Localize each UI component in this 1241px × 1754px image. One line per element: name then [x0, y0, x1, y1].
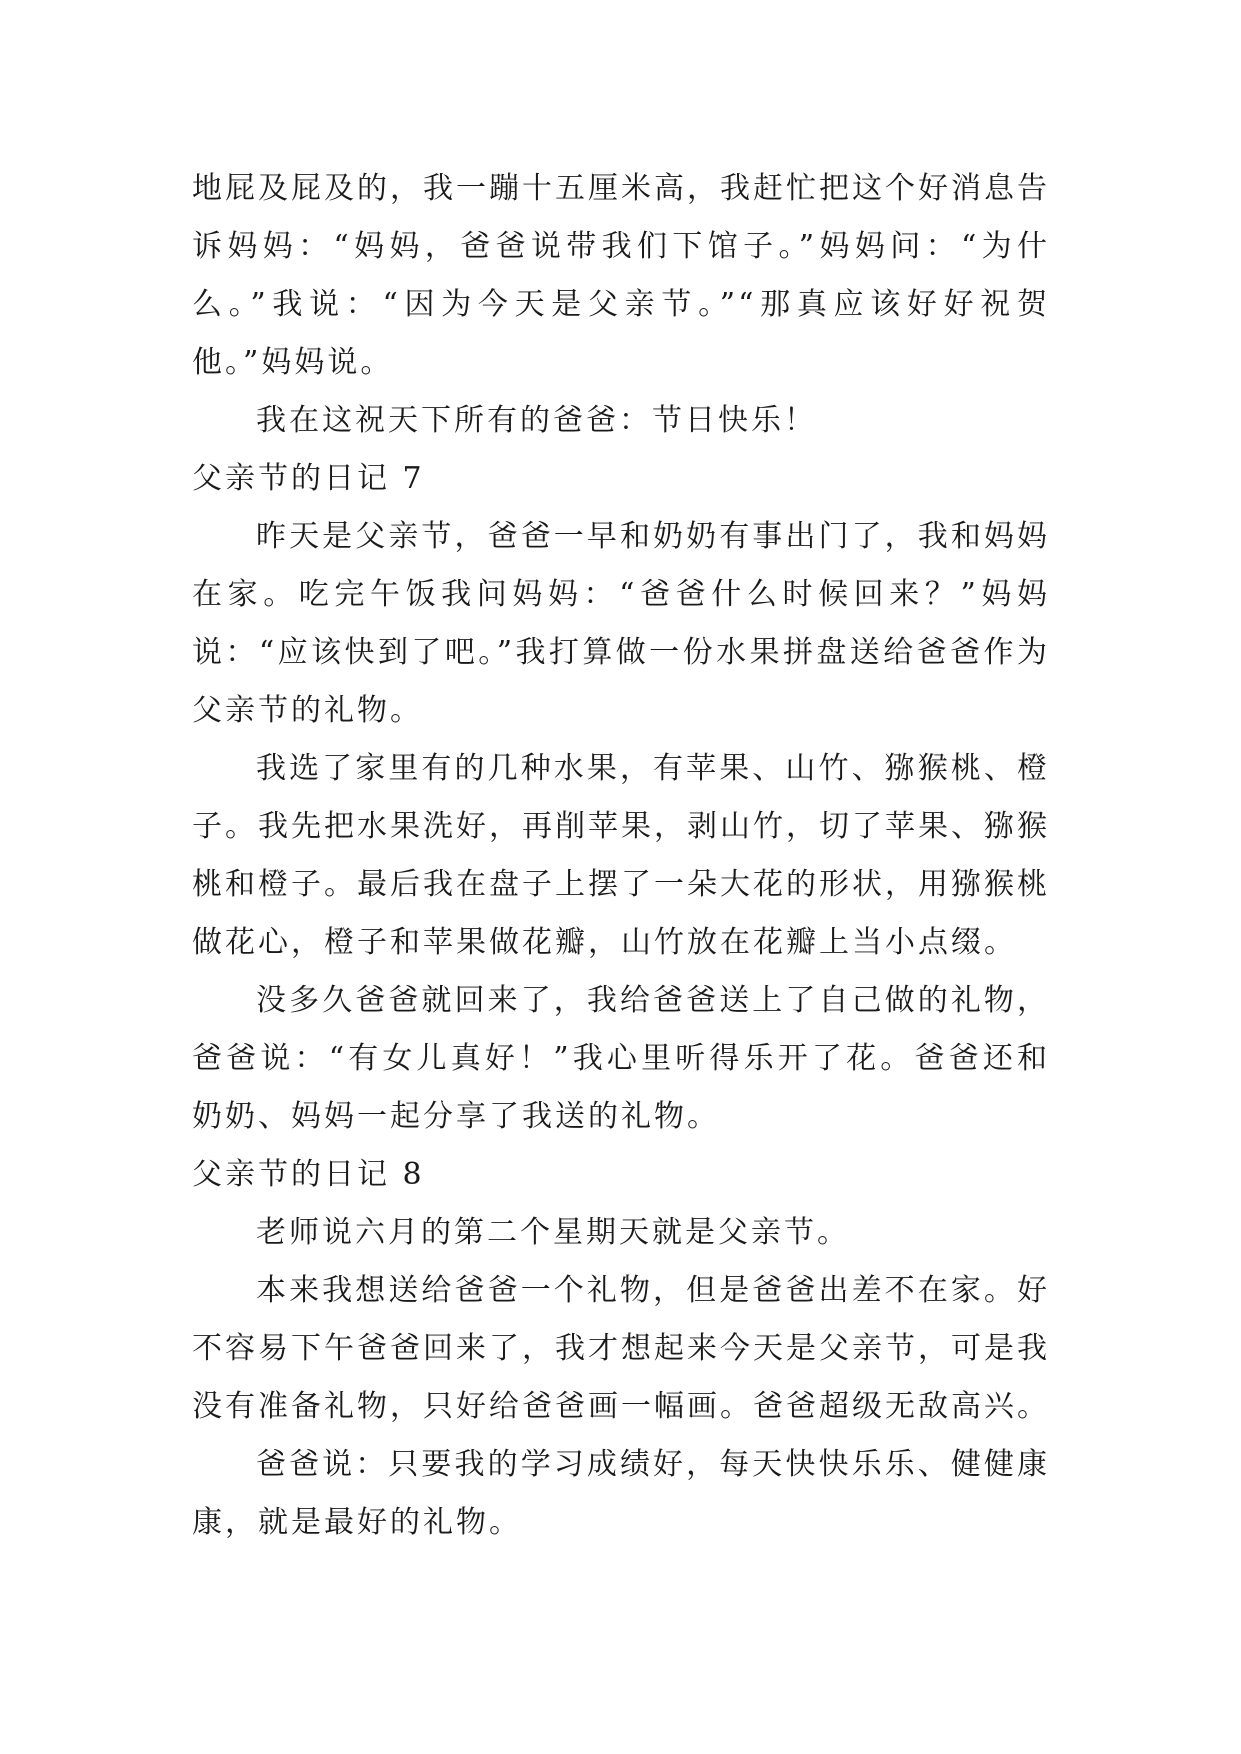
section7-paragraph-2: 我选了家里有的几种水果，有苹果、山竹、猕猴桃、橙子。我先把水果洗好，再削苹果，剥山竹，切了苹果、猕猴桃和橙子。最后我在盘子上摆了一朵大花的形状，用猕猴桃做花心，橙子和苹果做花瓣，山竹放在花瓣上当小点缀。 — [192, 751, 1050, 960]
section7-paragraph-1: 昨天是父亲节，爸爸一早和奶奶有事出门了，我和妈妈在家。吃完午饭我问妈妈：“爸爸什么时候回来？”妈妈说：“应该快到了吧。”我打算做一份水果拼盘送给爸爸作为父亲节的礼物。 — [192, 519, 1050, 728]
section7-paragraph-3: 没多久爸爸就回来了，我给爸爸送上了自己做的礼物，爸爸说：“有女儿真好！”我心里听得乐开了花。爸爸还和奶奶、妈妈一起分享了我送的礼物。 — [192, 983, 1050, 1134]
section-title-8: 父亲节的日记 8 — [192, 1157, 425, 1192]
closing-paragraph: 我在这祝天下所有的爸爸：节日快乐！ — [256, 403, 817, 438]
section8-paragraph-3: 爸爸说：只要我的学习成绩好，每天快快乐乐、健健康康，就是最好的礼物。 — [192, 1447, 1050, 1540]
section-title-7: 父亲节的日记 7 — [192, 461, 425, 496]
continuation-paragraph: 地屁及屁及的，我一蹦十五厘米高，我赶忙把这个好消息告诉妈妈：“妈妈，爸爸说带我们下馆子。”妈妈问：“为什么。”我说：“因为今天是父亲节。”“那真应该好好祝贺他。”妈妈说。 — [192, 171, 1050, 380]
section8-paragraph-1: 老师说六月的第二个星期天就是父亲节。 — [256, 1215, 850, 1250]
document-page — [192, 160, 1050, 1552]
section8-paragraph-2: 本来我想送给爸爸一个礼物，但是爸爸出差不在家。好不容易下午爸爸回来了，我才想起来今天是父亲节，可是我没有准备礼物，只好给爸爸画一幅画。爸爸超级无敌高兴。 — [192, 1273, 1050, 1424]
